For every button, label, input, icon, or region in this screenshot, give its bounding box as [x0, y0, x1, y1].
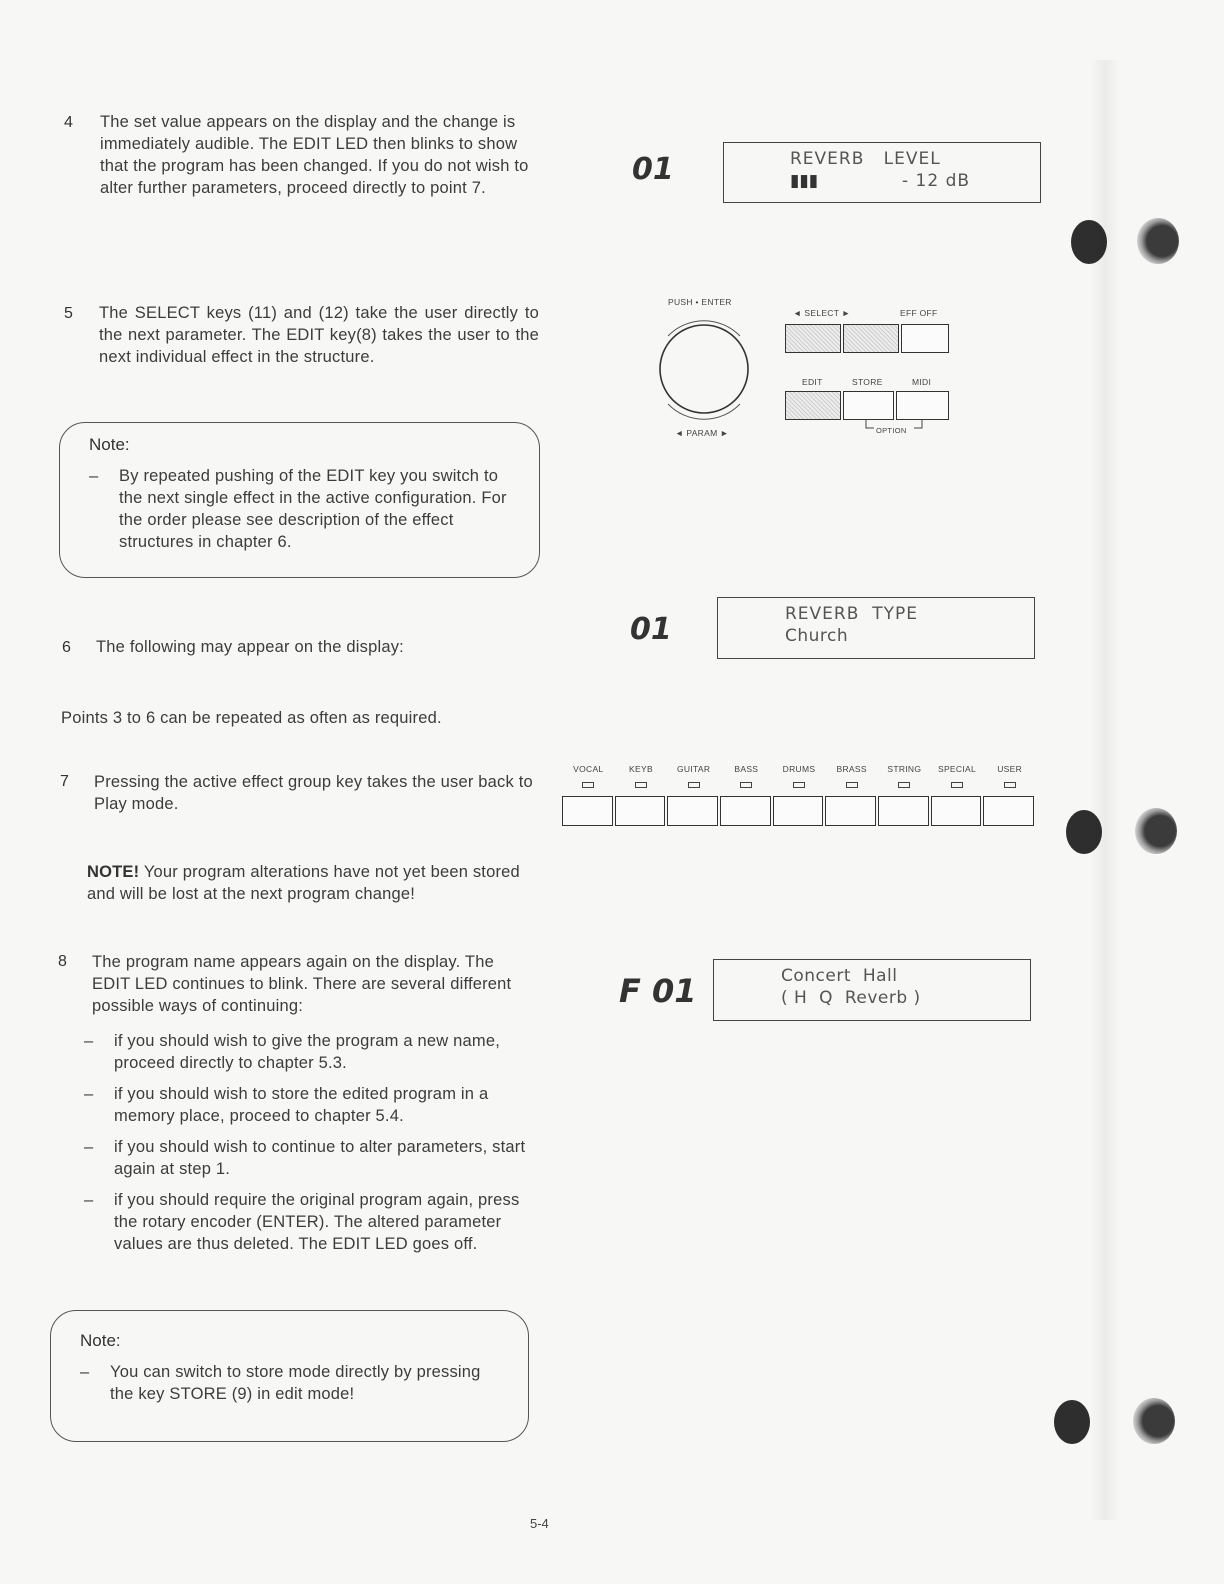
note-1-title: Note:	[89, 435, 130, 454]
group-key-label-keyb: KEYB	[629, 764, 653, 774]
step-8-option	[84, 1189, 530, 1255]
display-2-line1: REVERB TYPE	[785, 604, 918, 624]
group-key-bass[interactable]	[720, 796, 771, 826]
edit-key[interactable]	[785, 391, 841, 420]
group-key-led-bass	[740, 782, 752, 788]
display-3-lcd	[713, 959, 1031, 1021]
binder-hole-middle-right	[1135, 808, 1177, 854]
step-8-option-dash: –	[84, 1138, 94, 1156]
note-box-1	[59, 422, 540, 578]
group-key-vocal[interactable]	[562, 796, 613, 826]
group-key-label-bass: BASS	[734, 764, 759, 774]
push-enter-label: PUSH • ENTER	[668, 297, 732, 307]
note-2-dash: –	[80, 1363, 90, 1381]
group-key-label-guitar: GUITAR	[677, 764, 711, 774]
group-key-led-brass	[846, 782, 858, 788]
option-label: OPTION	[876, 426, 907, 435]
group-key-label-drums: DRUMS	[782, 764, 816, 774]
step-7-text: Pressing the active effect group key takes the user back to Play mode.	[94, 773, 533, 813]
effect-group-keys	[562, 764, 1036, 828]
display-3-line2: ( H Q Reverb )	[781, 988, 921, 1008]
edit-label: EDIT	[802, 377, 823, 387]
step-8-option-text: if you should require the original program again, press the rotary encoder (ENTER). The altered parameter values are thus deleted. The EDIT LED goes off.	[114, 1191, 520, 1253]
group-key-led-user	[1004, 782, 1016, 788]
step-8-option-text: if you should wish to give the program a new name, proceed directly to chapter 5.3.	[114, 1032, 501, 1072]
group-key-label-string: STRING	[887, 764, 922, 774]
scan-edge-shadow	[1090, 60, 1120, 1520]
rotary-encoder-knob[interactable]	[648, 308, 760, 428]
eff-off-label: EFF OFF	[900, 308, 938, 318]
display-3-program-number: F 01	[619, 972, 697, 1010]
repeat-instruction: Points 3 to 6 can be repeated as often as required.	[61, 709, 442, 727]
select-left-key[interactable]	[785, 324, 841, 353]
midi-label: MIDI	[912, 377, 932, 387]
select-right-key[interactable]	[843, 324, 899, 353]
step-number-6: 6	[62, 639, 71, 656]
group-key-led-drums	[793, 782, 805, 788]
warning-label: NOTE!	[87, 863, 140, 881]
select-label: ◄ SELECT ►	[793, 308, 851, 318]
group-key-led-string	[898, 782, 910, 788]
step-8-option-dash: –	[84, 1085, 94, 1103]
step-8-option-dash: –	[84, 1032, 94, 1050]
step-number-7: 7	[60, 773, 69, 790]
display-1-value: - 12 dB	[902, 171, 971, 191]
display-1-line1: REVERB LEVEL	[790, 149, 941, 169]
step-8-text: The program name appears again on the display. The EDIT LED continues to blink. There are several different possible ways of continuing:	[92, 953, 512, 1015]
binder-hole-bottom-right	[1133, 1398, 1175, 1444]
binder-hole-top-right	[1137, 218, 1179, 264]
eff-off-key[interactable]	[901, 324, 949, 353]
page-number: 5-4	[530, 1516, 549, 1531]
warning-text	[87, 861, 535, 905]
display-2-program-number: 01	[630, 612, 672, 647]
step-6-text: The following may appear on the display:	[96, 638, 404, 656]
group-key-keyb[interactable]	[615, 796, 666, 826]
step-number-5: 5	[64, 305, 73, 322]
note-box-2	[50, 1310, 529, 1442]
group-key-led-vocal	[582, 782, 594, 788]
display-1-program-number: 01	[632, 152, 674, 187]
group-key-user[interactable]	[983, 796, 1034, 826]
group-key-led-guitar	[688, 782, 700, 788]
note-2-text: You can switch to store mode directly by pressing the key STORE (9) in edit mode!	[110, 1363, 481, 1403]
display-1-lcd	[723, 142, 1041, 203]
group-key-led-special	[951, 782, 963, 788]
step-8-option	[84, 1136, 530, 1180]
param-label: ◄ PARAM ►	[675, 428, 729, 438]
store-label: STORE	[852, 377, 883, 387]
step-8-option-dash: –	[84, 1191, 94, 1209]
group-key-label-brass: BRASS	[836, 764, 867, 774]
note-1-dash: –	[89, 467, 99, 485]
group-key-special[interactable]	[931, 796, 982, 826]
display-3-line1: Concert Hall	[781, 966, 898, 986]
group-key-label-user: USER	[997, 764, 1023, 774]
group-key-drums[interactable]	[773, 796, 824, 826]
step-8-option	[84, 1083, 530, 1127]
display-1-level-bar: ▮▮▮	[790, 171, 819, 191]
warning-body: Your program alterations have not yet been stored and will be lost at the next program change!	[87, 863, 520, 903]
step-8-option-text: if you should wish to store the edited program in a memory place, proceed to chapter 5.4.	[114, 1085, 489, 1125]
step-5-text: The SELECT keys (11) and (12) take the user directly to the next parameter. The EDIT key(8) takes the user to the next individual effect in the structure.	[99, 304, 539, 366]
group-key-led-keyb	[635, 782, 647, 788]
group-key-label-special: SPECIAL	[937, 764, 977, 774]
step-8-option-text: if you should wish to continue to alter parameters, start again at step 1.	[114, 1138, 526, 1178]
group-key-guitar[interactable]	[667, 796, 718, 826]
step-4-text: The set value appears on the display and the change is immediately audible. The EDIT LED then blinks to show that the program has been changed. If you do not wish to alter further parameters, proceed directly to point 7.	[100, 113, 529, 197]
note-1-text: By repeated pushing of the EDIT key you switch to the next single effect in the active configuration. For the order please see description of the effect structures in chapter 6.	[119, 467, 507, 551]
binder-hole-bottom-left	[1054, 1400, 1090, 1444]
midi-key[interactable]	[896, 391, 949, 420]
group-key-label-vocal: VOCAL	[573, 764, 604, 774]
step-number-8: 8	[58, 953, 67, 970]
display-2-lcd	[717, 597, 1035, 659]
group-key-brass[interactable]	[825, 796, 876, 826]
display-2-line2: Church	[785, 626, 849, 646]
step-8-options	[84, 1030, 530, 1264]
note-2-title: Note:	[80, 1331, 121, 1350]
step-number-4: 4	[64, 114, 73, 131]
step-8-option	[84, 1030, 530, 1074]
store-key[interactable]	[843, 391, 894, 420]
group-key-string[interactable]	[878, 796, 929, 826]
